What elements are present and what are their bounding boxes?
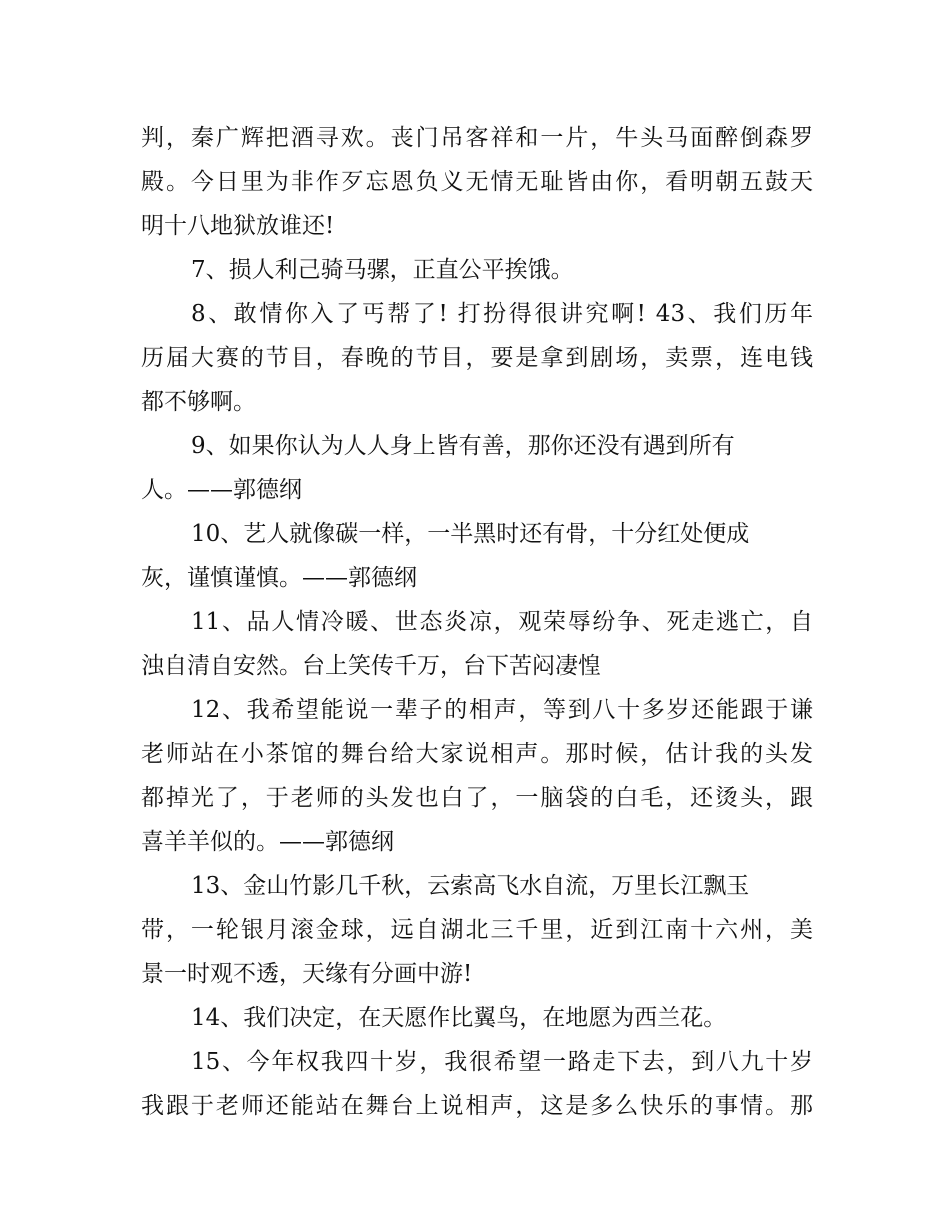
paragraph-start-line: 9、如果你认为人人身上皆有善，那你还没有遇到所有 (191, 433, 735, 459)
text-line: 人。——郭德纲 (141, 477, 302, 503)
paragraph-start-line: 13、金山竹影几千秋，云索高飞水自流，万里长江飘玉 (191, 873, 750, 899)
text-line: 我跟于老师还能站在舞台上说相声，这是多么快乐的事情。那 (141, 1093, 813, 1119)
document-body (141, 116, 813, 1128)
text-line: 明十八地狱放谁还! (141, 213, 335, 239)
text-line: 都不够啊。 (141, 389, 256, 415)
paragraph-start-line: 10、艺人就像碳一样，一半黑时还有骨，十分红处便成 (191, 521, 750, 547)
text-line: 景一时观不透，天缘有分画中游! (141, 961, 473, 987)
paragraph-start-line: 15、今年权我四十岁，我很希望一路走下去，到八九十岁 (191, 1049, 813, 1075)
paragraph-start-line: 8、敢情你入了丐帮了! 打扮得很讲究啊! 43、我们历年 (191, 301, 813, 327)
text-line: 老师站在小茶馆的舞台给大家说相声。那时候，估计我的头发 (141, 741, 813, 767)
text-line: 都掉光了，于老师的头发也白了，一脑袋的白毛，还烫头，跟 (141, 785, 813, 811)
paragraph-start-line: 14、我们决定，在天愿作比翼鸟，在地愿为西兰花。 (191, 1005, 727, 1031)
text-line: 殿。今日里为非作歹忘恩负义无情无耻皆由你，看明朝五鼓天 (141, 169, 813, 195)
text-line: 判，秦广辉把酒寻欢。丧门吊客祥和一片，牛头马面醉倒森罗 (141, 125, 813, 151)
text-line: 带，一轮银月滚金球，远自湖北三千里，近到江南十六州，美 (141, 917, 813, 943)
text-line: 浊自清自安然。台上笑传千万，台下苦闷凄惶 (141, 653, 601, 679)
paragraph-start-line: 12、我希望能说一辈子的相声，等到八十多岁还能跟于谦 (191, 697, 813, 723)
text-line: 历届大赛的节目，春晚的节目，要是拿到剧场，卖票，连电钱 (141, 345, 813, 371)
paragraph-start-line: 11、品人情冷暖、世态炎凉，观荣辱纷争、死走逃亡，自 (191, 609, 813, 635)
text-line: 喜羊羊似的。——郭德纲 (141, 829, 394, 855)
text-line: 灰，谨慎谨慎。——郭德纲 (141, 565, 417, 591)
paragraph-start-line: 7、损人利己骑马骡，正直公平挨饿。 (191, 257, 574, 283)
